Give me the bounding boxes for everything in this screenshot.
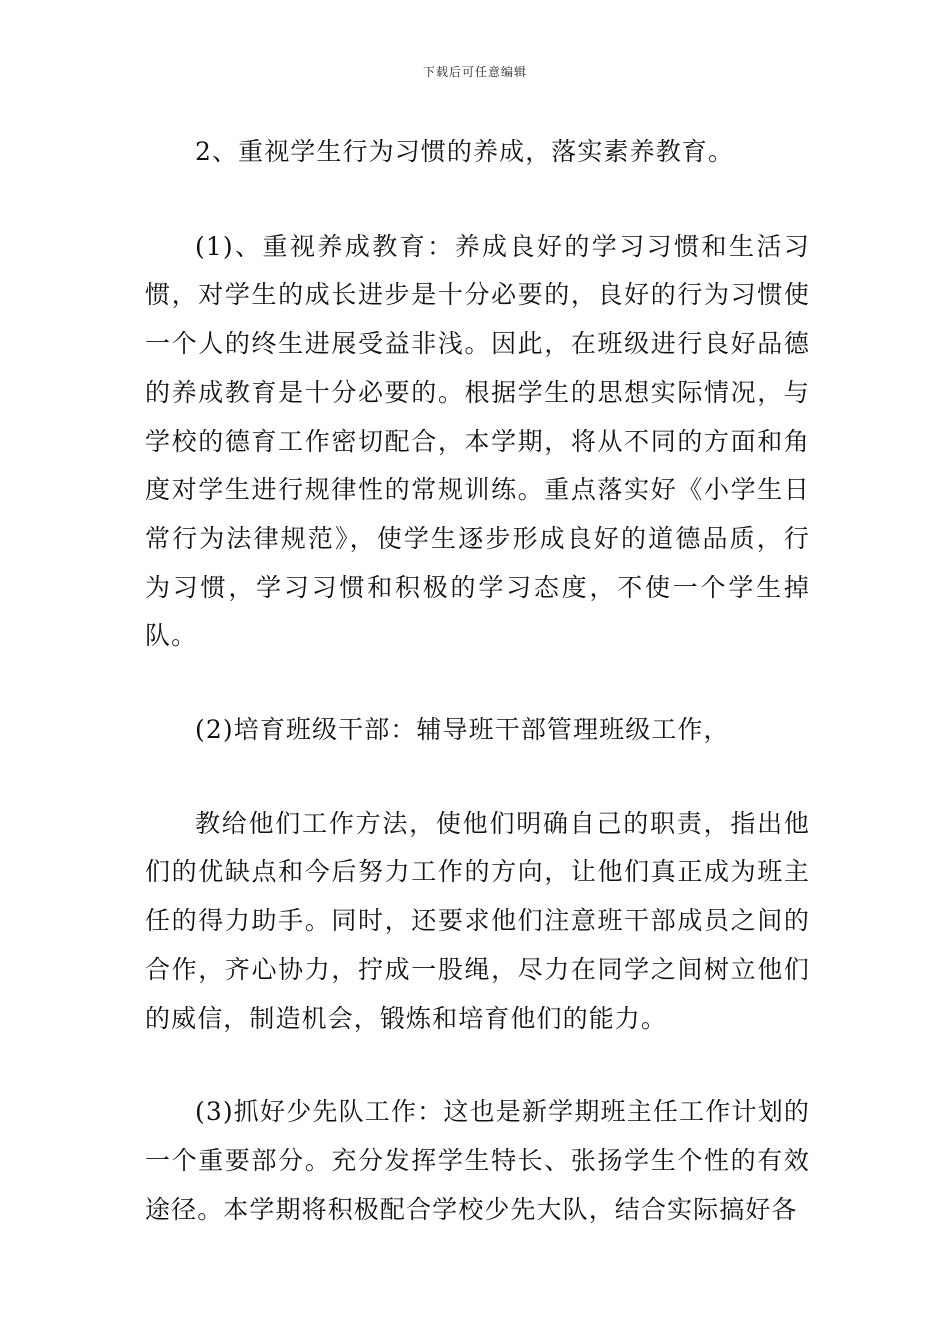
paragraph-gap bbox=[145, 1043, 810, 1088]
paragraph-habit-education: (1)、重视养成教育：养成良好的学习习惯和生活习惯，对学生的成长进步是十分必要的，良好的行为习惯使一个人的终生进展受益非浅。因此，在班级进行良好品德的养成教育是十分必要的。根据学生的思想实际情况，与学校的德育工作密切配合，本学期，将从不同的方面和角度对学生进行规律性的常规训练。重点落实好《小学生日常行为法律规范》，使学生逐步形成良好的道德品质，行为习惯，学习习惯和积极的学习态度，不使一个学生掉队。 bbox=[145, 231, 810, 651]
paragraph-young-pioneers: (3)抓好少先队工作：这也是新学期班主任工作计划的一个重要部分。充分发挥学生特长、张扬学生个性的有效途径。本学期将积极配合学校少先大队，结合实际搞好各 bbox=[145, 1097, 810, 1224]
paragraph-gap bbox=[145, 661, 810, 706]
paragraph-class-cadres-heading: (2)培育班级干部：辅导班干部管理班级工作， bbox=[195, 715, 730, 745]
paragraph-gap bbox=[145, 755, 810, 800]
paragraph-class-cadres-body: 教给他们工作方法，使他们明确自己的职责，指出他们的优缺点和今后努力工作的方向，让他们真正成为班主任的得力助手。同时，还要求他们注意班干部成员之间的合作，齐心协力，拧成一股绳，尽力在同学之间树立他们的威信，制造机会，锻炼和培育他们的能力。 bbox=[145, 808, 810, 1033]
section-heading: 2、重视学生行为习惯的养成，落实素养教育。 bbox=[195, 137, 735, 166]
paragraph-gap bbox=[145, 177, 810, 223]
header-note: 下载后可任意编辑 bbox=[422, 65, 527, 79]
document-body bbox=[145, 128, 810, 1234]
